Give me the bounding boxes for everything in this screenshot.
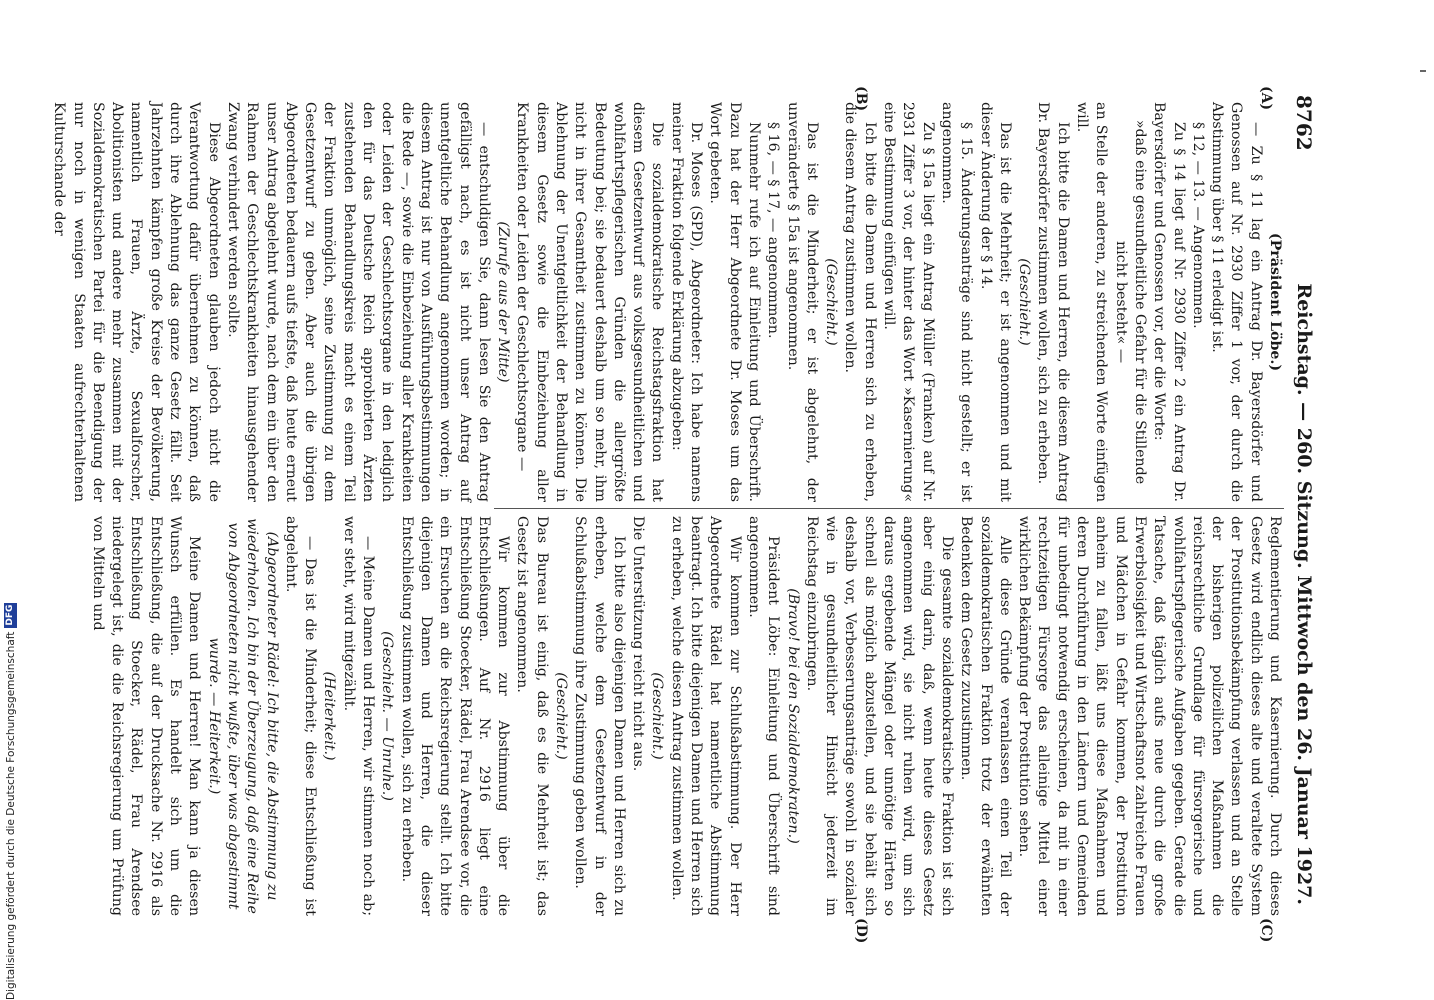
margin-mark-b: (B) <box>853 86 869 112</box>
paragraph: Meine Damen und Herren! Man kann ja diesen Wunsch erfüllen. Es handelt sich um die Entschließung, die auf der Drucksache Nr. 2916 als Entschließung Stoecker, Rädel, Frau Arendsee niedergelegt ist, die die Reichsregierung um Prüfung von Mitteln und <box>89 516 203 916</box>
paragraph: Das Bureau ist einig, daß es die Mehrheit ist; das Gesetz ist angenommen. <box>514 516 550 916</box>
page-header <box>1289 95 1319 905</box>
running-title: Reichstag. — 260. Sitzung. Mittwoch den 26. Januar 1927. <box>1293 283 1315 905</box>
speaker-label: (Präsident Löbe.) <box>1267 232 1283 372</box>
paragraph: Dr. Moses (SPD), Abgeordneter: Ich habe namens meiner Fraktion folgende Erklärung abzugeben: <box>668 102 705 502</box>
stage-direction: (Zurufe aus der Mitte) <box>495 221 512 383</box>
paragraph: § 15. Änderungsanträge sind nicht gestellt; er ist angenommen. <box>938 102 975 502</box>
page-number: 8762 <box>1292 95 1316 151</box>
stage-direction: (Bravo! bei den Sozialdemokraten.) <box>784 588 801 844</box>
stage-direction: (Geschieht.) <box>823 258 840 346</box>
paragraph: Zu § 15a liegt ein Antrag Müller (Franken) auf Nr. 2931 Ziffer 3 vor, der hinter das Wort »Kasernierung« eine Bestimmung einfügen will. <box>881 102 936 502</box>
paragraph: Das ist die Mehrheit; er ist angenommen und mit dieser Änderung der § 14. <box>977 102 1013 502</box>
margin-mark-a: (A) <box>1258 86 1274 111</box>
stage-direction: (Geschieht.) <box>1016 258 1033 346</box>
paragraph: Ich bitte also diejenigen Damen und Herren sich zu erheben, welche dem Gesetzentwurf in der Schlußabstimmung ihre Zustimmung geben wollen. <box>572 516 627 916</box>
paragraph: Präsident Löbe: Einleitung und Überschrift sind angenommen. <box>745 516 782 916</box>
left-column <box>49 102 1284 502</box>
paragraph: Diese Abgeordneten glauben jedoch nicht die Verantwortung dafür übernehmen zu können, daß durch ihre Ablehnung das ganze Gesetz fällt. Seit Jahrzehnten kämpfen große Kreise der Bevölkerung, namentlich Frauen, Ärzte, Sexualforscher, Abolitionisten und andere mehr zusammen mit der Sozialdemokratischen Partei für die Beendigung der nur noch in wenigen Staaten aufrechterhaltenen Kulturschande der <box>51 102 222 502</box>
quote: »daß eine gesundheitliche Gefahr für die Stillende nicht besteht« — <box>1112 119 1148 485</box>
paragraph: Ich bitte die Damen und Herren, die diesem Antrag Dr. Bayersdörfer zustimmen wollen, sich zu erheben. <box>1035 102 1071 502</box>
column-divider <box>494 508 1284 509</box>
paragraph: — Meine Damen und Herren, wir stimmen noch ab; wer steht, wird mitgezählt. <box>340 516 377 916</box>
stage-direction: (Geschieht. — Unruhe.) <box>379 631 396 801</box>
paragraph: Die Unterstützung reicht nicht aus. <box>630 516 647 772</box>
paragraph: Die sozialdemokratische Reichstagsfraktion hat diesem Gesetzentwurf aus volksgesundheitlichen und wohlfahrtspflegerischen Gründen die allergrößte Bedeutung bei; sie bedauert deshalb um so mehr, ihm nicht in ihrer Gesamtheit zustimmen zu können. Die Ablehnung der Unentgeltlichkeit der Behandlung in diesem Gesetz sowie die Einbeziehung aller Krankheiten oder Leiden der Geschlechtsorgane — <box>514 102 666 502</box>
paragraph: Zu § 14 liegt auf Nr. 2930 Ziffer 2 ein Antrag Dr. Bayersdörfer und Genossen vor, der die Worte: <box>1151 102 1187 502</box>
paragraph: Ich bitte die Damen und Herren sich zu erheben, die diesem Antrag zustimmen wollen. <box>842 102 878 502</box>
paragraph: § 12, — 13. — Angenommen. <box>1189 122 1206 329</box>
stage-direction: (Heiterkeit.) <box>321 671 338 761</box>
stage-direction: (Geschieht.) <box>553 672 570 760</box>
dfg-logo: DFG <box>5 604 15 626</box>
digitization-footer <box>4 0 17 1000</box>
paragraph: Das ist die Minderheit; er ist abgelehnt, der unveränderte § 15a ist angenommen. <box>784 102 820 502</box>
paragraph: Nunmehr rufe ich auf Einleitung und Überschrift. Dazu hat der Herr Abgeordnete Dr. Moses um das Wort gebeten. <box>707 102 762 502</box>
margin-mark-d: (D) <box>853 918 869 944</box>
paragraph: § 16, — § 17, — angenommen. <box>765 122 782 339</box>
paragraph: Wir kommen zur Abstimmung über die Entschließungen. Auf Nr. 2916 liegt eine Entschließung Stoecker, Rädel, Frau Arendsee vor, die ein Ersuchen an die Reichsregierung stellt. Ich bitte diejenigen Damen und Herren, die dieser Entschließung zustimmen wollen, sich zu erheben. <box>398 516 512 916</box>
paragraph: — Das ist die Minderheit; diese Entschließung ist abgelehnt. <box>282 516 319 916</box>
footer-text: Digitalisierung gefördert durch die Deutsche Forschungsgemeinschaft <box>4 631 17 1000</box>
margin-mark-c: (C) <box>1258 918 1274 943</box>
paragraph: Die gesamte sozialdemokratische Fraktion ist sich aber einig darin, daß, wenn heute dieses Gesetz angenommen wird, sie nicht ruhen wird, um sich daraus ergebende Mängel oder unnötige Härten so schnell als möglich abzustellen, und sie behält sich deshalb vor, Verbesserungsanträge sowohl in sozialer wie in gesundheitlicher Hinsicht jederzeit im Reichstag einzubringen. <box>803 516 955 916</box>
paragraph: — Zu § 11 lag ein Antrag Dr. Bayersdörfer und Genossen auf Nr. 2930 Ziffer 1 vor, der durch die Abstimmung über § 11 erledigt ist. <box>1209 102 1264 502</box>
paragraph: — entschuldigen Sie, dann lesen Sie den Antrag gefälligst nach, es ist nicht unser Antrag auf unentgeltliche Behandlung angenommen worden; in diesem Antrag ist nur von Ausführungsbestimmungen die Rede —, sowie die Einbeziehung aller Krankheiten oder Leiden der Geschlechtsorgane in den lediglich den für das Deutsche Reich approbierten Ärzten zustehenden Behandlungskreis macht es einem Teil der Fraktion unmöglich, seine Zustimmung zu dem Gesetzentwurf zu geben. Aber auch die übrigen Abgeordneten bedauern aufs tiefste, daß heute erneut unser Antrag abgelehnt wurde, nach dem ein über den Rahmen der Geschlechtskrankheiten hinausgehender Zwang verhindert werden sollte. <box>224 102 492 502</box>
right-column <box>88 516 1284 916</box>
stage-direction: (Abgeordneter Rädel: Ich bitte, die Abstimmung zu wiederholen. Ich bin der Überzeugung, daß eine Reihe von Abgeordneten nicht wußte, über was abgestimmt wurde. — Heiterkeit.) <box>205 518 280 914</box>
paragraph: Reglementierung und Kasernierung. Durch dieses Gesetz wird endlich dieses alte und veraltete System der Prostitutionsbekämpfung verlassen und an Stelle der bisherigen polizeilichen Maßnahmen die reichsrechtliche Grundlage für fürsorgerische und wohlfahrtspflegerische Aufgaben gegeben. Gerade die Tatsache, daß täglich aufs neue durch die große Erwerbslosigkeit und Wirtschaftsnot zahlreiche Frauen und Mädchen in Gefahr kommen, der Prostitution anheim zu fallen, läßt uns diese Maßnahmen und deren Durchführung in den Ländern und Gemeinden für unbedingt notwendig erscheinen, da mit in einer rechtzeitigen Fürsorge das alleinige Mittel einer wirklichen Bekämpfung der Prostitution sehen. <box>1016 516 1283 916</box>
stage-direction: (Geschieht.) <box>649 672 666 760</box>
paragraph: Alle diese Gründe veranlassen einen Teil der sozialdemokratischen Fraktion trotz der erwähnten Bedenken dem Gesetz zuzustimmen. <box>958 516 1013 916</box>
paragraph: an Stelle der anderen, zu streichenden Worte einfügen will. <box>1074 102 1110 502</box>
paragraph: Wir kommen zur Schlußabstimmung. Der Herr Abgeordnete Rädel hat namentliche Abstimmung beantragt. Ich bitte diejenigen Damen und Herren sich zu erheben, welche diesen Antrag zustimmen wollen. <box>668 516 743 916</box>
